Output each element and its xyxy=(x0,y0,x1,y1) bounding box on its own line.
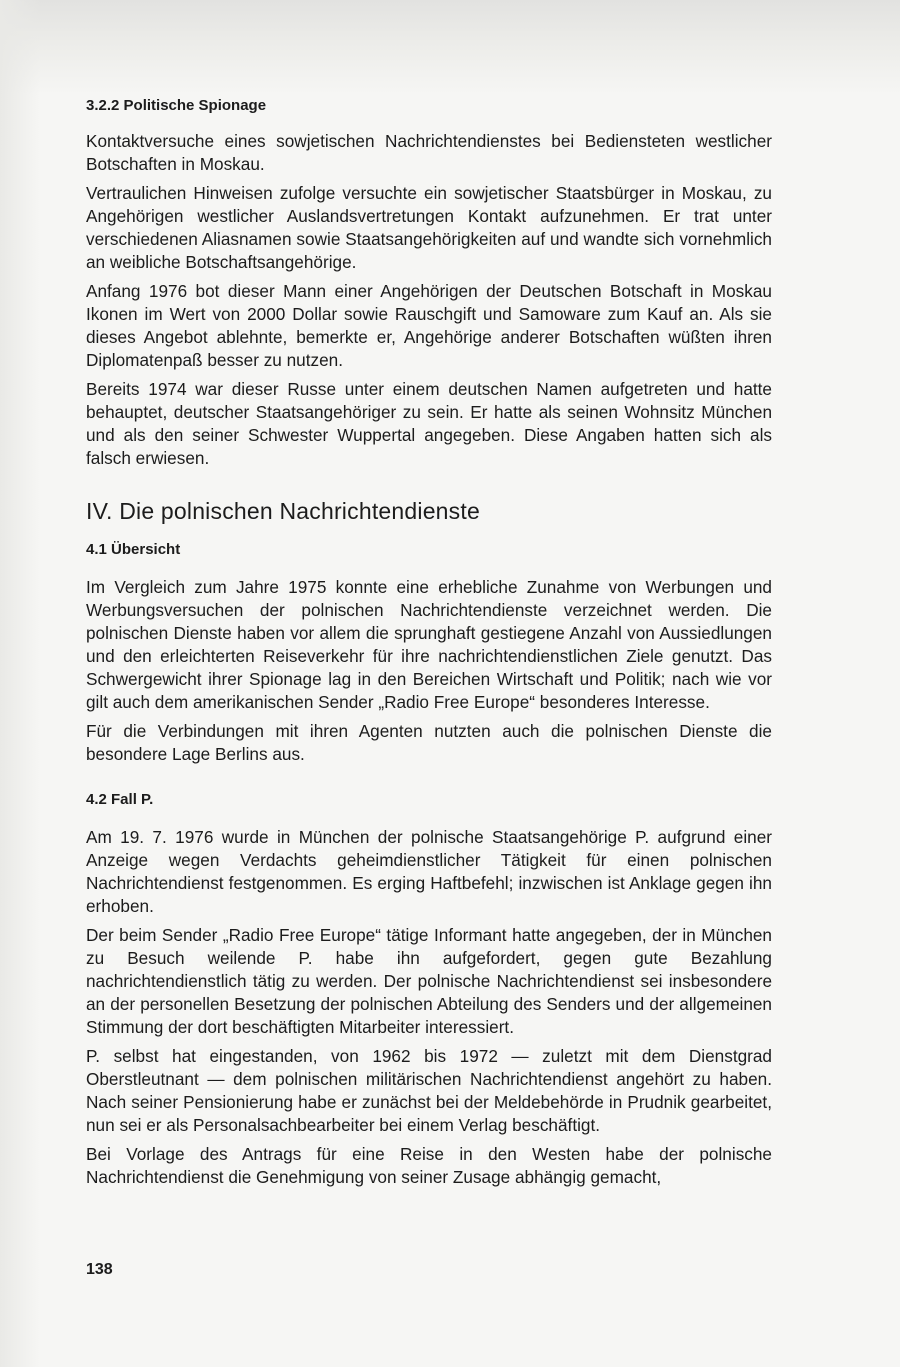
paragraph: Bei Vorlage des Antrags für eine Reise in den Westen habe der polnische Nachrichtendienst die Genehmigung von seiner Zusage abhängig gemacht, xyxy=(86,1144,772,1187)
document-page xyxy=(86,96,772,1195)
section-heading-4-1: 4.1 Übersicht xyxy=(86,541,181,558)
paragraph: Im Vergleich zum Jahre 1975 konnte eine erhebliche Zunahme von Werbungen und Werbungsversuchen der polnischen Nachrichtendienste verzeichnet werden. Die polnischen Dienste haben vor allem die sprunghaft gestiegene Anzahl von Aussiedlungen und den erleichterten Reiseverkehr für ihre nachrichtendienstlichen Ziele genutzt. Das Schwergewicht ihrer Spionage lag in den Bereichen Wirtschaft und Politik; nach wie vor gilt auch dem amerikanischen Sender „Radio Free Europe“ besonderes Interesse. xyxy=(86,577,772,712)
paragraph: Für die Verbindungen mit ihren Agenten nutzten auch die polnischen Dienste die besondere Lage Berlins aus. xyxy=(86,721,772,764)
section-heading-3-2-2: 3.2.2 Politische Spionage xyxy=(86,97,267,114)
section-heading-4-2: 4.2 Fall P. xyxy=(86,791,154,808)
scan-shading-left xyxy=(0,0,40,1367)
paragraph: Vertraulichen Hinweisen zufolge versuchte ein sowjetischer Staatsbürger in Moskau, zu Angehörigen westlicher Auslandsvertretungen Kontakt aufzunehmen. Er trat unter verschiedenen Aliasnamen sowie Staatsangehörigkeiten auf und wandte sich vornehmlich an weibliche Botschaftsangehörige. xyxy=(86,183,772,272)
paragraph: Am 19. 7. 1976 wurde in München der polnische Staatsangehörige P. aufgrund einer Anzeige wegen Verdachts geheimdienstlicher Tätigkeit für einen polnischen Nachrichtendienst festgenommen. Es erging Haftbefehl; inzwischen ist Anklage gegen ihn erhoben. xyxy=(86,827,772,916)
paragraph: Kontaktversuche eines sowjetischen Nachrichtendienstes bei Bediensteten westlicher Botschaften in Moskau. xyxy=(86,131,772,174)
page-number: 138 xyxy=(86,1261,113,1278)
paragraph: Bereits 1974 war dieser Russe unter einem deutschen Namen aufgetreten und hatte behauptet, deutscher Staatsangehöriger zu sein. Er hatte als seinen Wohnsitz München und als den seiner Schwester Wuppertal angegeben. Diese Angaben hatten sich als falsch erwiesen. xyxy=(86,379,772,468)
chapter-heading-iv: IV. Die polnischen Nachrichtendienste xyxy=(86,498,480,524)
paragraph: Der beim Sender „Radio Free Europe“ tätige Informant hatte angegeben, der in München zu Besuch weilende P. habe ihn aufgefordert, gegen gute Bezahlung nachrichtendienstlich tätig zu werden. Der polnische Nachrichtendienst sei insbesondere an der personellen Besetzung der polnischen Abteilung des Senders und der allgemeinen Stimmung der dort beschäftigten Mitarbeiter interessiert. xyxy=(86,925,772,1037)
paragraph: Anfang 1976 bot dieser Mann einer Angehörigen der Deutschen Botschaft in Moskau Ikonen im Wert von 2000 Dollar sowie Rauschgift und Samoware zum Kauf an. Als sie dieses Angebot ablehnte, bemerkte er, Angehörige anderer Botschaften wüßten ihren Diplomatenpaß besser zu nutzen. xyxy=(86,281,772,370)
paragraph: P. selbst hat eingestanden, von 1962 bis 1972 — zuletzt mit dem Dienstgrad Oberstleutnant — dem polnischen militärischen Nachrichtendienst angehört zu haben. Nach seiner Pensionierung habe er zunächst bei der Meldebehörde in Prudnik gearbeitet, nun sei er als Personalsachbearbeiter bei einem Verlag beschäftigt. xyxy=(86,1046,772,1135)
scan-shading-top xyxy=(0,0,900,95)
